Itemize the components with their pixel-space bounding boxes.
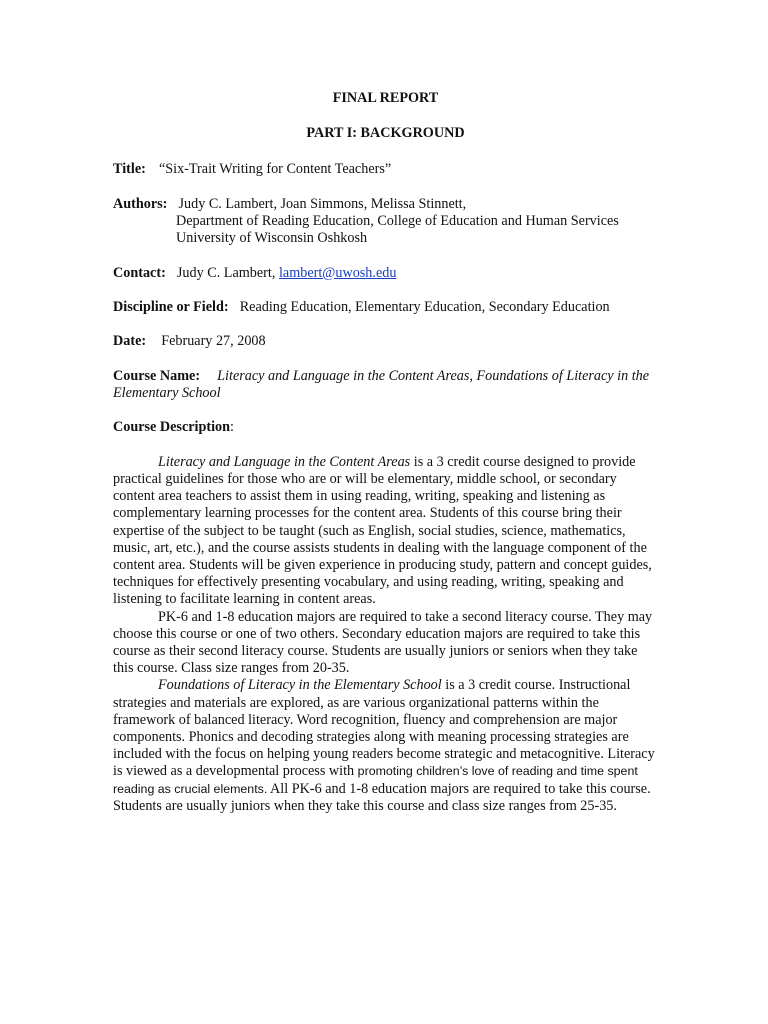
paragraph-1-text: is a 3 credit course designed to provide practical guidelines for those who are or will be elementary, middle school, or secondary content area teachers to assist them in using reading, writing, speaking and listening as complementary learning processes for the content area. Students of this course bring their expertise of the subject to be taught (such as English, social studies, science, mathematics, music, art, etc.), and the course assists students in dealing with the language component of the content area. Students will be given experience in producing study, pattern and concept guides, techniques for effectively presenting vocabulary, and using reading, writing, speaking and listening to facilitate learning in content areas. — [113, 453, 652, 608]
course-description-label: Course Description — [113, 419, 231, 436]
contact-name: Judy C. Lambert, — [176, 264, 276, 281]
course-description-heading-row — [113, 419, 658, 436]
description-paragraph-3 — [113, 677, 658, 815]
document-page — [113, 90, 658, 815]
date-value: February 27, 2008 — [161, 333, 266, 350]
title-value: “Six-Trait Writing for Content Teachers” — [158, 161, 392, 178]
description-paragraph-2: PK-6 and 1-8 education majors are required to take a second literacy course. They may choose this course or one of two others. Secondary education majors are required to take this course as their second literacy course. Students are usually juniors or seniors when they take this course. Class size ranges from 20-35. — [113, 608, 653, 677]
description-paragraph-1 — [113, 454, 658, 609]
course-name-value: Literacy and Language in the Content Areas, Foundations of Literacy in the Elementary School — [113, 367, 650, 401]
discipline-value: Reading Education, Elementary Education, Secondary Education — [239, 298, 610, 315]
report-title: FINAL REPORT — [332, 90, 439, 106]
authors-names: Judy C. Lambert, Joan Simmons, Melissa Stinnett, — [178, 195, 467, 212]
authors-department: Department of Reading Education, College of Education and Human Services — [176, 213, 619, 229]
course-description-colon: : — [230, 419, 234, 436]
authors-row — [113, 196, 658, 248]
paragraph-3-sans-text: promoting children’s love of reading and time spent reading as crucial elements. — [113, 764, 638, 796]
authors-label: Authors: — [113, 195, 168, 212]
paragraph-3-text-a: is a 3 credit course. Instructional strategies and materials are explored, as are various organizational patterns within the framework of balanced literacy. Word recognition, fluency and comprehension are major components. Phonics and decoding strategies along with meaning processing strategies are included with the focus on helping young readers become strategic and metacognitive. Literacy is viewed as a developmental process with — [113, 677, 655, 780]
title-row — [113, 161, 658, 178]
paragraph-3-text-b: All PK-6 and 1-8 education majors are required to take this course. Students are usually juniors when they take this course and class size ranges from 25-35. — [113, 780, 651, 814]
authors-university: University of Wisconsin Oshkosh — [176, 230, 368, 247]
discipline-row — [113, 299, 658, 316]
contact-label: Contact: — [113, 264, 166, 281]
date-row — [113, 333, 658, 350]
contact-row — [113, 265, 658, 282]
date-label: Date: — [113, 333, 147, 350]
course-description-body — [113, 454, 658, 815]
contact-email-link[interactable]: lambert@uwosh.edu — [278, 264, 397, 281]
discipline-label: Discipline or Field: — [113, 298, 229, 315]
course-title-foundations: Foundations of Literacy in the Elementary School — [158, 677, 442, 694]
course-title-literacy-language: Literacy and Language in the Content Areas — [158, 453, 411, 470]
report-section-heading: PART I: BACKGROUND — [306, 125, 465, 142]
course-name-label: Course Name: — [113, 367, 201, 384]
title-label: Title: — [113, 161, 146, 178]
course-name-row — [113, 368, 658, 402]
